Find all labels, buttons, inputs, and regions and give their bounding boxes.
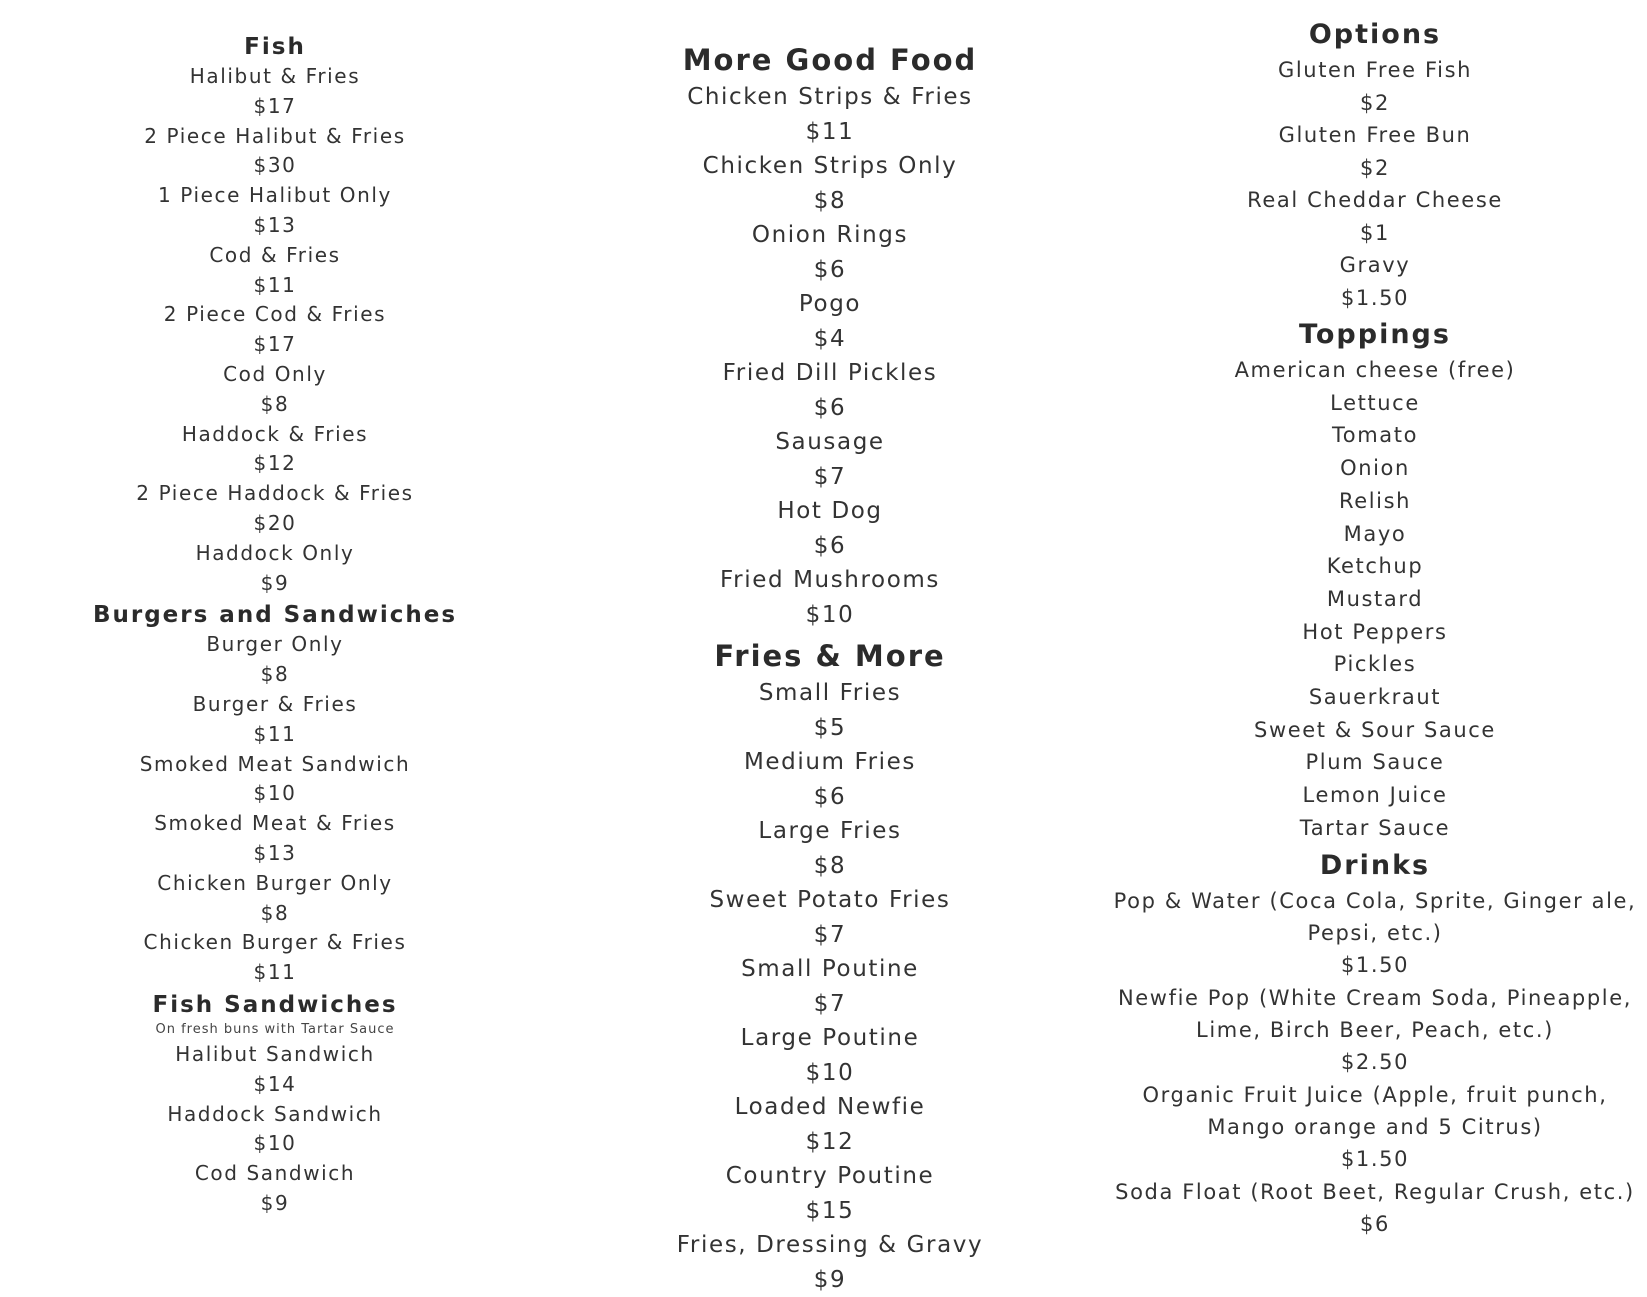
item-name: Hot Dog xyxy=(630,494,1030,529)
menu-item xyxy=(630,952,1030,1021)
item-price: $13 xyxy=(75,211,475,241)
item-name-continued: Pepsi, etc.) xyxy=(1090,917,1647,949)
drink-item xyxy=(1090,982,1647,1079)
item-price: $1.50 xyxy=(1090,949,1647,982)
menu-item xyxy=(75,869,475,929)
section-fish xyxy=(75,32,475,598)
menu-item xyxy=(75,809,475,869)
menu-item xyxy=(630,356,1030,425)
section-more-good-food xyxy=(630,40,1030,632)
item-price: $2.50 xyxy=(1090,1046,1647,1079)
item-price: $17 xyxy=(75,330,475,360)
topping-item: Lemon Juice xyxy=(1090,779,1647,812)
menu-item xyxy=(75,1100,475,1160)
item-price: $10 xyxy=(630,1056,1030,1091)
item-price: $13 xyxy=(75,839,475,869)
section-burgers-and-sandwiches xyxy=(75,600,475,988)
menu-item xyxy=(630,425,1030,494)
topping-item: Relish xyxy=(1090,485,1647,518)
item-name: Gluten Free Bun xyxy=(1090,119,1647,152)
topping-item: American cheese (free) xyxy=(1090,354,1647,387)
menu-item xyxy=(630,494,1030,563)
menu-column-right xyxy=(1090,0,1647,1241)
section-options xyxy=(1090,16,1647,314)
item-price: $7 xyxy=(630,918,1030,953)
item-price: $7 xyxy=(630,987,1030,1022)
item-price: $11 xyxy=(75,720,475,750)
topping-item: Onion xyxy=(1090,452,1647,485)
drink-item xyxy=(1090,1176,1647,1241)
menu-item xyxy=(630,814,1030,883)
item-price: $7 xyxy=(630,460,1030,495)
item-name: Gluten Free Fish xyxy=(1090,54,1647,87)
item-name: Burger Only xyxy=(75,630,475,660)
item-price: $1 xyxy=(1090,217,1647,250)
topping-item: Tartar Sauce xyxy=(1090,812,1647,845)
menu-item xyxy=(1090,249,1647,314)
menu-item xyxy=(630,287,1030,356)
item-name: Country Poutine xyxy=(630,1159,1030,1194)
menu-item xyxy=(75,1159,475,1219)
item-name: Pop & Water (Coca Cola, Sprite, Ginger ale, xyxy=(1090,885,1647,917)
topping-item: Hot Peppers xyxy=(1090,616,1647,649)
item-name: Chicken Strips & Fries xyxy=(630,80,1030,115)
item-price: $2 xyxy=(1090,152,1647,185)
item-price: $6 xyxy=(1090,1208,1647,1241)
item-name: Large Poutine xyxy=(630,1021,1030,1056)
topping-item: Sweet & Sour Sauce xyxy=(1090,714,1647,747)
section-toppings xyxy=(1090,316,1647,845)
menu-item xyxy=(630,80,1030,149)
item-name: Halibut & Fries xyxy=(75,62,475,92)
topping-item: Mustard xyxy=(1090,583,1647,616)
menu-item xyxy=(75,690,475,750)
section-title: Fish Sandwiches xyxy=(75,990,475,1020)
menu-item xyxy=(75,62,475,122)
item-price: $11 xyxy=(75,271,475,301)
item-price: $2 xyxy=(1090,87,1647,120)
item-name: Haddock Only xyxy=(75,539,475,569)
item-price: $15 xyxy=(630,1194,1030,1229)
menu-item xyxy=(630,1159,1030,1228)
item-price: $11 xyxy=(75,958,475,988)
menu-item xyxy=(75,539,475,599)
menu-item xyxy=(75,241,475,301)
item-price: $30 xyxy=(75,151,475,181)
menu-item xyxy=(630,1090,1030,1159)
item-price: $6 xyxy=(630,780,1030,815)
item-name: Pogo xyxy=(630,287,1030,322)
item-name: 2 Piece Halibut & Fries xyxy=(75,122,475,152)
menu-item xyxy=(630,883,1030,952)
section-title: Toppings xyxy=(1090,316,1647,354)
menu-item xyxy=(75,420,475,480)
section-title: Options xyxy=(1090,16,1647,54)
item-price: $10 xyxy=(630,598,1030,633)
menu-item xyxy=(630,745,1030,814)
item-name: Loaded Newfie xyxy=(630,1090,1030,1125)
item-price: $9 xyxy=(75,1189,475,1219)
section-fries-and-more xyxy=(630,636,1030,1297)
item-name-continued: Mango orange and 5 Citrus) xyxy=(1090,1111,1647,1143)
item-name: Halibut Sandwich xyxy=(75,1040,475,1070)
menu-item xyxy=(75,181,475,241)
item-price: $8 xyxy=(75,660,475,690)
item-name: Newfie Pop (White Cream Soda, Pineapple, xyxy=(1090,982,1647,1014)
item-price: $12 xyxy=(630,1125,1030,1160)
item-name: Onion Rings xyxy=(630,218,1030,253)
menu-item xyxy=(75,479,475,539)
section-title: Fish xyxy=(75,32,475,62)
item-price: $11 xyxy=(630,115,1030,150)
item-price: $4 xyxy=(630,322,1030,357)
item-name: Small Poutine xyxy=(630,952,1030,987)
item-name: 2 Piece Haddock & Fries xyxy=(75,479,475,509)
menu-item xyxy=(630,1021,1030,1090)
topping-item: Mayo xyxy=(1090,518,1647,551)
topping-item: Lettuce xyxy=(1090,387,1647,420)
item-name: Chicken Burger & Fries xyxy=(75,928,475,958)
item-price: $6 xyxy=(630,253,1030,288)
item-name: Sausage xyxy=(630,425,1030,460)
item-name: Cod & Fries xyxy=(75,241,475,271)
drink-item xyxy=(1090,1079,1647,1176)
menu-item xyxy=(630,149,1030,218)
section-title: Fries & More xyxy=(630,636,1030,676)
menu-item xyxy=(75,122,475,182)
section-fish-sandwiches xyxy=(75,990,475,1219)
item-name-continued: Lime, Birch Beer, Peach, etc.) xyxy=(1090,1014,1647,1046)
item-name: Smoked Meat & Fries xyxy=(75,809,475,839)
item-name: Sweet Potato Fries xyxy=(630,883,1030,918)
menu-item xyxy=(75,300,475,360)
item-price: $8 xyxy=(75,899,475,929)
menu-item xyxy=(630,1228,1030,1297)
item-price: $17 xyxy=(75,92,475,122)
menu-item xyxy=(75,928,475,988)
item-name: Smoked Meat Sandwich xyxy=(75,750,475,780)
topping-item: Ketchup xyxy=(1090,550,1647,583)
item-price: $10 xyxy=(75,779,475,809)
item-price: $6 xyxy=(630,391,1030,426)
menu-column-middle xyxy=(630,0,1030,1297)
menu-item xyxy=(75,1040,475,1100)
menu-item xyxy=(75,630,475,690)
item-name: Fried Dill Pickles xyxy=(630,356,1030,391)
item-price: $1.50 xyxy=(1090,282,1647,315)
section-title: More Good Food xyxy=(630,40,1030,80)
item-name: Fried Mushrooms xyxy=(630,563,1030,598)
menu-column-left xyxy=(75,0,475,1219)
item-name: Haddock & Fries xyxy=(75,420,475,450)
topping-item: Sauerkraut xyxy=(1090,681,1647,714)
menu-item xyxy=(630,676,1030,745)
item-name: Haddock Sandwich xyxy=(75,1100,475,1130)
item-name: Soda Float (Root Beet, Regular Crush, etc.) xyxy=(1090,1176,1647,1208)
item-name: Fries, Dressing & Gravy xyxy=(630,1228,1030,1263)
item-name: Gravy xyxy=(1090,249,1647,282)
item-name: Chicken Burger Only xyxy=(75,869,475,899)
menu-item xyxy=(630,563,1030,632)
item-price: $6 xyxy=(630,529,1030,564)
item-name: Organic Fruit Juice (Apple, fruit punch, xyxy=(1090,1079,1647,1111)
item-name: Small Fries xyxy=(630,676,1030,711)
item-name: 1 Piece Halibut Only xyxy=(75,181,475,211)
item-price: $8 xyxy=(630,849,1030,884)
section-title: Drinks xyxy=(1090,847,1647,885)
item-price: $14 xyxy=(75,1070,475,1100)
item-name: Cod Sandwich xyxy=(75,1159,475,1189)
menu-item xyxy=(1090,119,1647,184)
item-name: Medium Fries xyxy=(630,745,1030,780)
item-name: Cod Only xyxy=(75,360,475,390)
item-name: Real Cheddar Cheese xyxy=(1090,184,1647,217)
menu-item xyxy=(630,218,1030,287)
topping-item: Tomato xyxy=(1090,419,1647,452)
item-price: $5 xyxy=(630,711,1030,746)
drink-item xyxy=(1090,885,1647,982)
item-price: $20 xyxy=(75,509,475,539)
section-drinks xyxy=(1090,847,1647,1241)
menu-item xyxy=(1090,184,1647,249)
item-price: $12 xyxy=(75,449,475,479)
menu-item xyxy=(75,750,475,810)
menu-item xyxy=(1090,54,1647,119)
item-price: $9 xyxy=(75,569,475,599)
item-name: Chicken Strips Only xyxy=(630,149,1030,184)
topping-item: Plum Sauce xyxy=(1090,746,1647,779)
item-name: 2 Piece Cod & Fries xyxy=(75,300,475,330)
item-name: Burger & Fries xyxy=(75,690,475,720)
item-name: Large Fries xyxy=(630,814,1030,849)
item-price: $10 xyxy=(75,1129,475,1159)
item-price: $1.50 xyxy=(1090,1143,1647,1176)
item-price: $8 xyxy=(75,390,475,420)
item-price: $9 xyxy=(630,1263,1030,1297)
section-title: Burgers and Sandwiches xyxy=(75,600,475,630)
menu-item xyxy=(75,360,475,420)
item-price: $8 xyxy=(630,184,1030,219)
section-note: On fresh buns with Tartar Sauce xyxy=(75,1020,475,1040)
topping-item: Pickles xyxy=(1090,648,1647,681)
